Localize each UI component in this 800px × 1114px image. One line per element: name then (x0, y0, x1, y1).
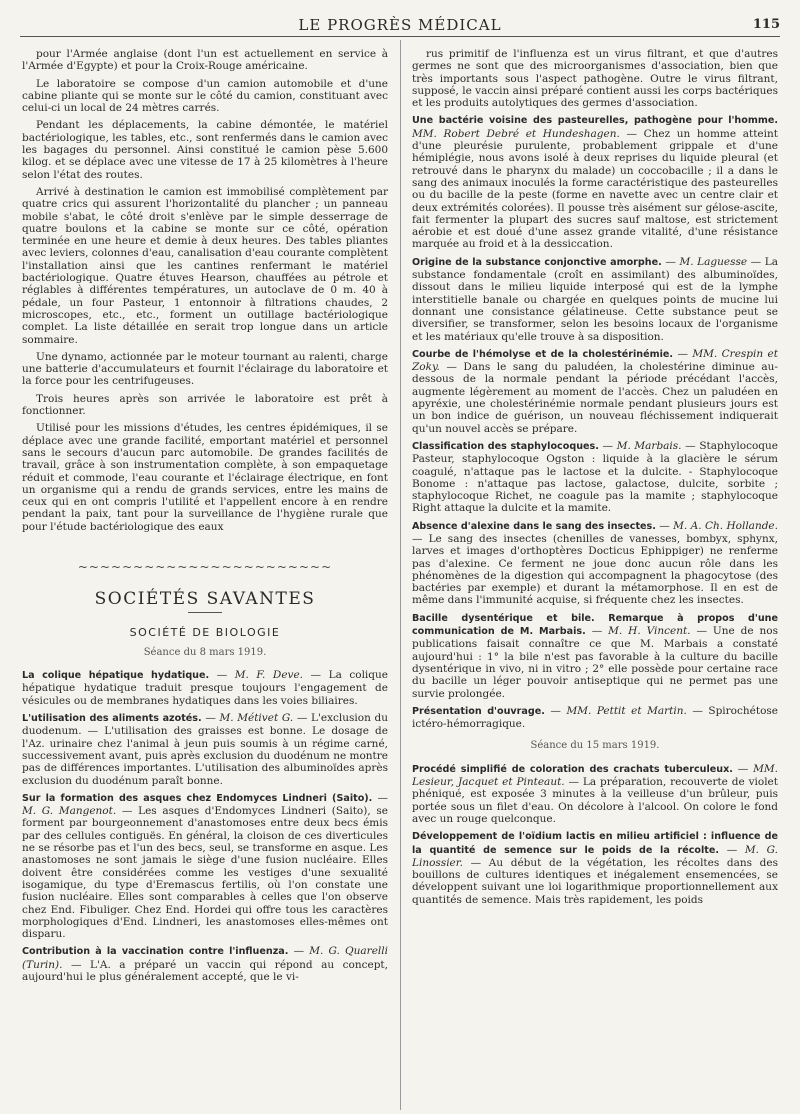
abstract-entry: Bacille dysentérique et bile. Remarque à propos d'une communication de M. Marbais. — M. H. Vincent. — Une de nos publications faisait connaître ce que M. Marbais a constaté aujourd'hui : 1° la bile n'est pas favorable à la culture du bacille dysentérique in vivo, ni in vitro ; 2° elle possède pour certaine race du bacille un léger pouvoir antiseptique qui ne permet pas une survie prolongée. (412, 612, 778, 700)
running-header (20, 14, 780, 37)
paragraph: Pendant les déplacements, la cabine démontée, le matériel bactériologique, les tables, etc., sont renfermés dans le camion avec les bagages du personnel. Ainsi constitué le camion pèse 5.600 kilog. et se déplace avec une vitesse de 17 à 25 kilomètres à l'heure selon l'état des routes. (22, 119, 388, 181)
ornament-divider: ~~~~~~~~~~~~~~~~~~~~~~~ (77, 559, 333, 574)
entry-author: M. H. Vincent. (608, 625, 691, 638)
abstract-entry: Absence d'alexine dans le sang des insectes. — M. A. Ch. Hollande. — Le sang des insectes (chenilles de vanesses, bombyx, sphynx, larves et images d'orthoptères Docticus Ephippiger) ne renferme pas d'alexine. Ce ferment ne joue donc aucun rôle dans les phénomènes de la digestion qui accompagnent la phagocytose (des bactéries par exemple) et durant la métamorphose. Il en est de même dans l'immunité acquise, si fréquente chez les insectes. (412, 519, 778, 607)
paragraph: pour l'Armée anglaise (dont l'un est actuellement en service à l'Armée d'Egypte) et pour la Croix-Rouge américaine. (22, 48, 388, 73)
paragraph: Utilisé pour les missions d'études, les centres épidémiques, il se déplace avec une grande facilité, emportant matériel et personnel sans le secours d'aucun parc automobile. De grandes facilités de travail, grâce à son instrumentation complète, à son empaquetage réduit et commode, l'eau courante et l'éclairage électrique, en font un organisme qui a rendu de grands services, entre les mains de ceux qui en ont compris l'utilité et l'appellent encore à en rendre pendant la paix, tant pour la surveillance de l'hygiène rurale que pour l'étude bactériologique des eaux (22, 422, 388, 533)
abstract-entry: Procédé simplifié de coloration des crachats tuberculeux. — MM. Lesieur, Jacquet et Pinteaut. — La préparation, recouverte de violet phéniqué, est exposée 3 minutes à la veilleuse d'un brûleur, puis portée sous un filet d'eau. On décolore à l'alcool. On colore le fond avec un rouge quelconque. (412, 762, 778, 825)
entry-heading: Procédé simplifié de coloration des crachats tuberculeux. (412, 763, 733, 775)
abstract-entry: La colique hépatique hydatique. — M. F. Deve. — La colique hépatique hydatique traduit presque toujours l'engagement de vésicules ou de membranes hydatiques dans les voies biliaires. (22, 669, 388, 707)
entry-author: M. G. Linossier. (412, 843, 778, 869)
entry-heading: Sur la formation des asques chez Endomyces Lindneri (Saito). (22, 792, 373, 804)
entry-heading: Origine de la substance conjonctive amorphe. (412, 256, 662, 268)
paragraph: Trois heures après son arrivée le laboratoire est prêt à fonctionner. (22, 392, 388, 418)
entry-heading: Présentation d'ouvrage. (412, 705, 545, 717)
entry-heading: L'utilisation des aliments azotés. (22, 713, 202, 725)
abstract-entry: Développement de l'oïdium lactis en milieu artificiel : influence de la quantité de semence sur le poids de la récolte. — M. G. Linossier. — Au début de la végétation, les récoltes dans des bouillons de cultures identiques et inégalement ensemencées, se développent suivant une loi logarithmique proportionnellement aux quantités de semence. Mais très rapidement, les poids (412, 831, 778, 906)
entry-heading: Contribution à la vaccination contre l'influenza. (22, 946, 289, 958)
paragraph: Une dynamo, actionnée par le moteur tournant au ralenti, charge une batterie d'accumulateurs et fournit l'éclairage du laboratoire et la force pour les centrifugeuses. (22, 350, 388, 388)
entry-text: Chez un homme atteint d'une pleurésie purulente, probablement grippale et d'une hémiplégie, nous avons isolé à deux reprises du liquide pleural (et retrouvé dans le pharynx du malade) un coccobacille ; il a dans le sang des animaux inoculés la forme caractéristique des pasteurelles ou du bacille de la peste (forme en navette avec un centre clair et deux extrémités colorées). Il pousse très aisément sur gélose-ascite, fait fermenter la plupart des sucres sauf maltose, est strictement aérobie et est doué d'une assez grande vitalité, d'une résistance marquée au froid et à la dessiccation. (412, 127, 778, 251)
paragraph: rus primitif de l'influenza est un virus filtrant, et que d'autres germes ne sont que des microorganismes d'association, bien que très importants sous l'aspect pathogène. Outre le virus filtrant, supposé, le vaccin ainsi préparé contient aussi les corps bactériques et les produits autolytiques des germes d'association. (412, 48, 778, 110)
entry-author: MM. Lesieur, Jacquet et Pinteaut. (412, 762, 778, 789)
society-title: SOCIÉTÉ DE BIOLOGIE (129, 625, 281, 639)
entry-author: M. Marbais. (616, 439, 682, 452)
entry-author: MM. Crespin et Zoky. (412, 347, 778, 374)
journal-title: LE PROGRÈS MÉDICAL (298, 16, 502, 34)
right-column (412, 48, 778, 911)
entry-text: Dans le sang du paludéen, la cholestérine diminue au-dessous de la normale pendant la période précédant l'accès, augmente légèrement au moment de l'accès. Chez un paludéen en apyréxie, une cholestérinémie normale pendant plusieurs jours est un bon indice de guérison, un nouveau fléchissement indiquerait qu'un nouvel accès se prépare. (412, 361, 778, 435)
page-number: 115 (752, 17, 780, 32)
title-rule (188, 612, 222, 613)
entry-author: MM. Pettit et Martin. (566, 704, 687, 717)
paragraph: Le laboratoire se compose d'un camion automobile et d'une cabine pliante qui se monte sur le côté du camion, constituant avec celui-ci un local de 24 mètres carrés. (22, 77, 388, 115)
entry-heading: Bacille dysentérique et bile. Remarque à propos d'une communication de M. Marbais. (412, 612, 778, 638)
entry-author: M. Métivet G. (219, 712, 294, 725)
abstract-entry: L'utilisation des aliments azotés. — M. Métivet G. — L'exclusion du duodenum. — L'utilisation des graisses est bonne. Le dosage de l'Az. urinaire chez l'animal à jeun puis soumis à un régime carné, successivement avant, puis après exclusion du duodénum ne montre pas de différences importantes. L'utilisation des albuminoïdes après exclusion du duodénum paraît bonne. (22, 712, 389, 787)
entry-text: Au début de la végétation, les récoltes dans des bouillons de cultures identiques et inégalement ensemencées, se développent suivant une loi logarithmique proportionnellement aux quantités de semence. Mais très rapidement, les poids (412, 856, 778, 906)
entry-author: M. F. Deve. (234, 669, 304, 682)
entry-text: L'A. a préparé un vaccin qui répond au concept, aujourd'hui le plus généralement accepté, que le vi- (22, 958, 388, 983)
abstract-entry: Courbe de l'hémolyse et de la cholestérinémie. — MM. Crespin et Zoky. — Dans le sang du paludéen, la cholestérine diminue au-dessous de la normale pendant la période précédant l'accès, augmente légèrement au moment de l'accès. Chez un paludéen en apyréxie, une cholestérinémie normale pendant plusieurs jours est un bon indice de guérison, un nouveau fléchissement indiquerait qu'un nouvel accès se prépare. (412, 347, 778, 435)
abstract-entry: Présentation d'ouvrage. — MM. Pettit et Martin. — Spirochétose ictéro-hémorragique. (412, 704, 778, 731)
paragraph: Arrivé à destination le camion est immobilisé complètement par quatre crics qui assurent l'horizontalité du plancher ; un panneau mobile s'abat, le côté droit s'enlève par le simple desserrage de quatre boulons et la cabine se monte sur ce côté, opération terminée en une heure et demie à deux heures. Des tables pliantes avec leviers, colonnes d'eau, canalisation d'eau courante complètent l'installation ainsi que les cantines renfermant le matériel bactériologique. Quatre étuves Hearson, chauffées au pétrole et réglables à différentes températures, un autoclave de 0 m. 40 à pédale, un four Pasteur, 1 entonnoir à filtrations chaudes, 2 microscopes, etc., etc., forment un outillage bactériologique complet. La liste détaillée en serait trop longue dans un article sommaire. (22, 185, 389, 346)
abstract-entry: Une bactérie voisine des pasteurelles, pathogène pour l'homme. MM. Robert Debré et Hundeshagen. — Chez un homme atteint d'une pleurésie purulente, probablement grippale et d'une hémiplégie, nous avons isolé à deux reprises du liquide pleural (et retrouvé dans le pharynx du malade) un coccobacille ; il a dans le sang des animaux inoculés la forme caractéristique des pasteurelles ou du bacille de la peste (forme en navette avec un centre clair et deux extrémités colorées). Il pousse très aisément sur gélose-ascite, fait fermenter la plupart des sucres sauf maltose, est strictement aérobie et est doué d'une assez grande vitalité, d'une résistance marquée au froid et à la dessiccation. (412, 115, 778, 251)
entry-text: Staphylocoque Pasteur, staphylocoque Ogston : liquide à la glacière le sérum coagulé, n'attaque pas le lactose et la dulcite. - Staphylocoque Bonome : n'attaque pas lactose, galactose, dulcite, sorbite ; staphylocoque Richet, ne coagule pas la mamite ; staphylocoque Right attaque la dulcite et la mamite. (412, 439, 778, 515)
entry-author: M. A. Ch. Hollande. (673, 519, 778, 532)
entry-text: La substance fondamentale (croît en assimilant) des albuminoïdes, dissout dans le milieu liquide interposé qui est de la lymphe interstitielle banale ou chargée en quelques points de mucine lui donnant une consistance gélatineuse. Cette substance peut se diversifier, se transformer, selon les besoins locaux de l'organisme et les matériaux qu'elle trouve à sa disposition. (412, 255, 778, 343)
abstract-entry: Classification des staphylocoques. — M. Marbais. — Staphylocoque Pasteur, staphylocoque Ogston : liquide à la glacière le sérum coagulé, n'attaque pas le lactose et la dulcite. - Staphylocoque Bonome : n'attaque pas lactose, galactose, dulcite, sorbite ; staphylocoque Richet, ne coagule pas la mamite ; staphylocoque Right attaque la dulcite et la mamite. (412, 439, 778, 515)
seance-date: Séance du 15 mars 1919. (530, 740, 660, 752)
left-column (22, 48, 388, 988)
entry-author: M. Laguesse (679, 255, 748, 268)
entry-text: Les asques d'Endomyces Lindneri (Saito), se forment par bourgeonnement d'anastomoses entre deux becs émis par des cellules contiguës. En général, la cloison de ces diverticules ne se résorbe pas et l'un des becs, seul, se transforme en asque. Les anastomoses ne sont jamais le siège d'une fusion nucléaire. Elles doivent être considérées comme les vestiges d'une sexualité isogamique, du type d'Eremascus fertilis, où l'on constate une fusion nucléaire. Elles sont comparables à celles que l'on observe chez End. Fibuliger. Chez End. Hordei qui offre tous les caractères morphologiques d'End. Lindneri, les anastomoses elles-mêmes ont disparu. (22, 805, 388, 941)
entry-author: M. G. Mangenot. (22, 805, 117, 818)
entry-heading: Une bactérie voisine des pasteurelles, pathogène pour l'homme. (412, 115, 778, 127)
entry-heading: La colique hépatique hydatique. (22, 670, 210, 682)
entry-heading: Développement de l'oïdium lactis en milieu artificiel : influence de la quantité de semence sur le poids de la récolte. (412, 831, 778, 856)
entry-text: La colique hépatique hydatique traduit presque toujours l'engagement de vésicules ou de membranes hydatiques dans les voies biliaires. (22, 669, 388, 707)
entry-text: Une de nos publications faisait connaître ce que M. Marbais a constaté aujourd'hui : 1° la bile n'est pas favorable à la culture du bacille dysentérique in vivo, ni in vitro ; 2° elle possède pour certaine race du bacille un léger pouvoir antiseptique qui ne permet pas une survie prolongée. (412, 625, 778, 700)
entry-author: MM. Robert Debré et Hundeshagen. (412, 127, 620, 140)
abstract-entry: Origine de la substance conjonctive amorphe. — M. Laguesse — La substance fondamentale (croît en assimilant) des albuminoïdes, dissout dans le milieu liquide interposé qui est de la lymphe interstitielle banale ou chargée en quelques points de mucine lui donnant une consistance gélatineuse. Cette substance peut se diversifier, se transformer, selon les besoins locaux de l'organisme et les matériaux qu'elle trouve à sa disposition. (412, 255, 778, 343)
seance-date: Séance du 8 mars 1919. (143, 646, 267, 658)
section-title: SOCIÉTÉS SAVANTES (94, 589, 316, 610)
entry-text: La préparation, recouverte de violet phéniqué, est exposée 3 minutes à la veilleuse d'un brûleur, puis portée sous un filet d'eau. On décolore à l'alcool. On colore le fond avec un rouge quelconque. (412, 776, 778, 825)
column-divider (400, 40, 401, 1110)
entry-heading: Classification des staphylocoques. (412, 440, 599, 452)
entry-heading: Courbe de l'hémolyse et de la cholestérinémie. (412, 348, 674, 360)
abstract-entry: Sur la formation des asques chez Endomyces Lindneri (Saito). — M. G. Mangenot. — Les asques d'Endomyces Lindneri (Saito), se forment par bourgeonnement d'anastomoses entre deux becs émis par des cellules contiguës. En général, la cloison de ces diverticules ne se résorbe pas et l'un des becs, seul, se transforme en asque. Les anastomoses ne sont jamais le siège d'une fusion nucléaire. Elles doivent être considérées comme les vestiges d'une sexualité isogamique, du type d'Eremascus fertilis, où l'on constate une fusion nucléaire. Elles sont comparables à celles que l'on observe chez End. Fibuliger. Chez End. Hordei qui offre tous les caractères morphologiques d'End. Lindneri, les anastomoses elles-mêmes ont disparu. (22, 791, 388, 941)
entry-text: Le sang des insectes (chenilles de vanesses, bombyx, sphynx, larves et images d'orthoptères Docticus Ephippiger) ne renferme pas d'alexine. Ce ferment ne joue donc aucun rôle dans les phénomènes de la digestion qui accompagnent la phagocytose (des bactéries par exemple) et durant la métamorphose. Il en est de même dans l'immunité acquise, si fréquente chez les insectes. (412, 532, 778, 607)
entry-text: L'exclusion du duodenum. — L'utilisation des graisses est bonne. Le dosage de l'Az. urinaire chez l'animal à jeun puis soumis à un régime carné, successivement avant, puis après exclusion du duodénum ne montre pas de différences importantes. L'utilisation des albuminoïdes après exclusion du duodénum paraît bonne. (22, 712, 389, 787)
entry-heading: Absence d'alexine dans le sang des insectes. (412, 520, 656, 532)
entry-text: Spirochétose ictéro-hémorragique. (412, 704, 778, 731)
abstract-entry: Contribution à la vaccination contre l'influenza. — M. G. Quarelli (Turin). — L'A. a préparé un vaccin qui répond au concept, aujourd'hui le plus généralement accepté, que le vi- (22, 945, 388, 983)
entry-author: M. G. Quarelli (Turin). (22, 945, 388, 971)
